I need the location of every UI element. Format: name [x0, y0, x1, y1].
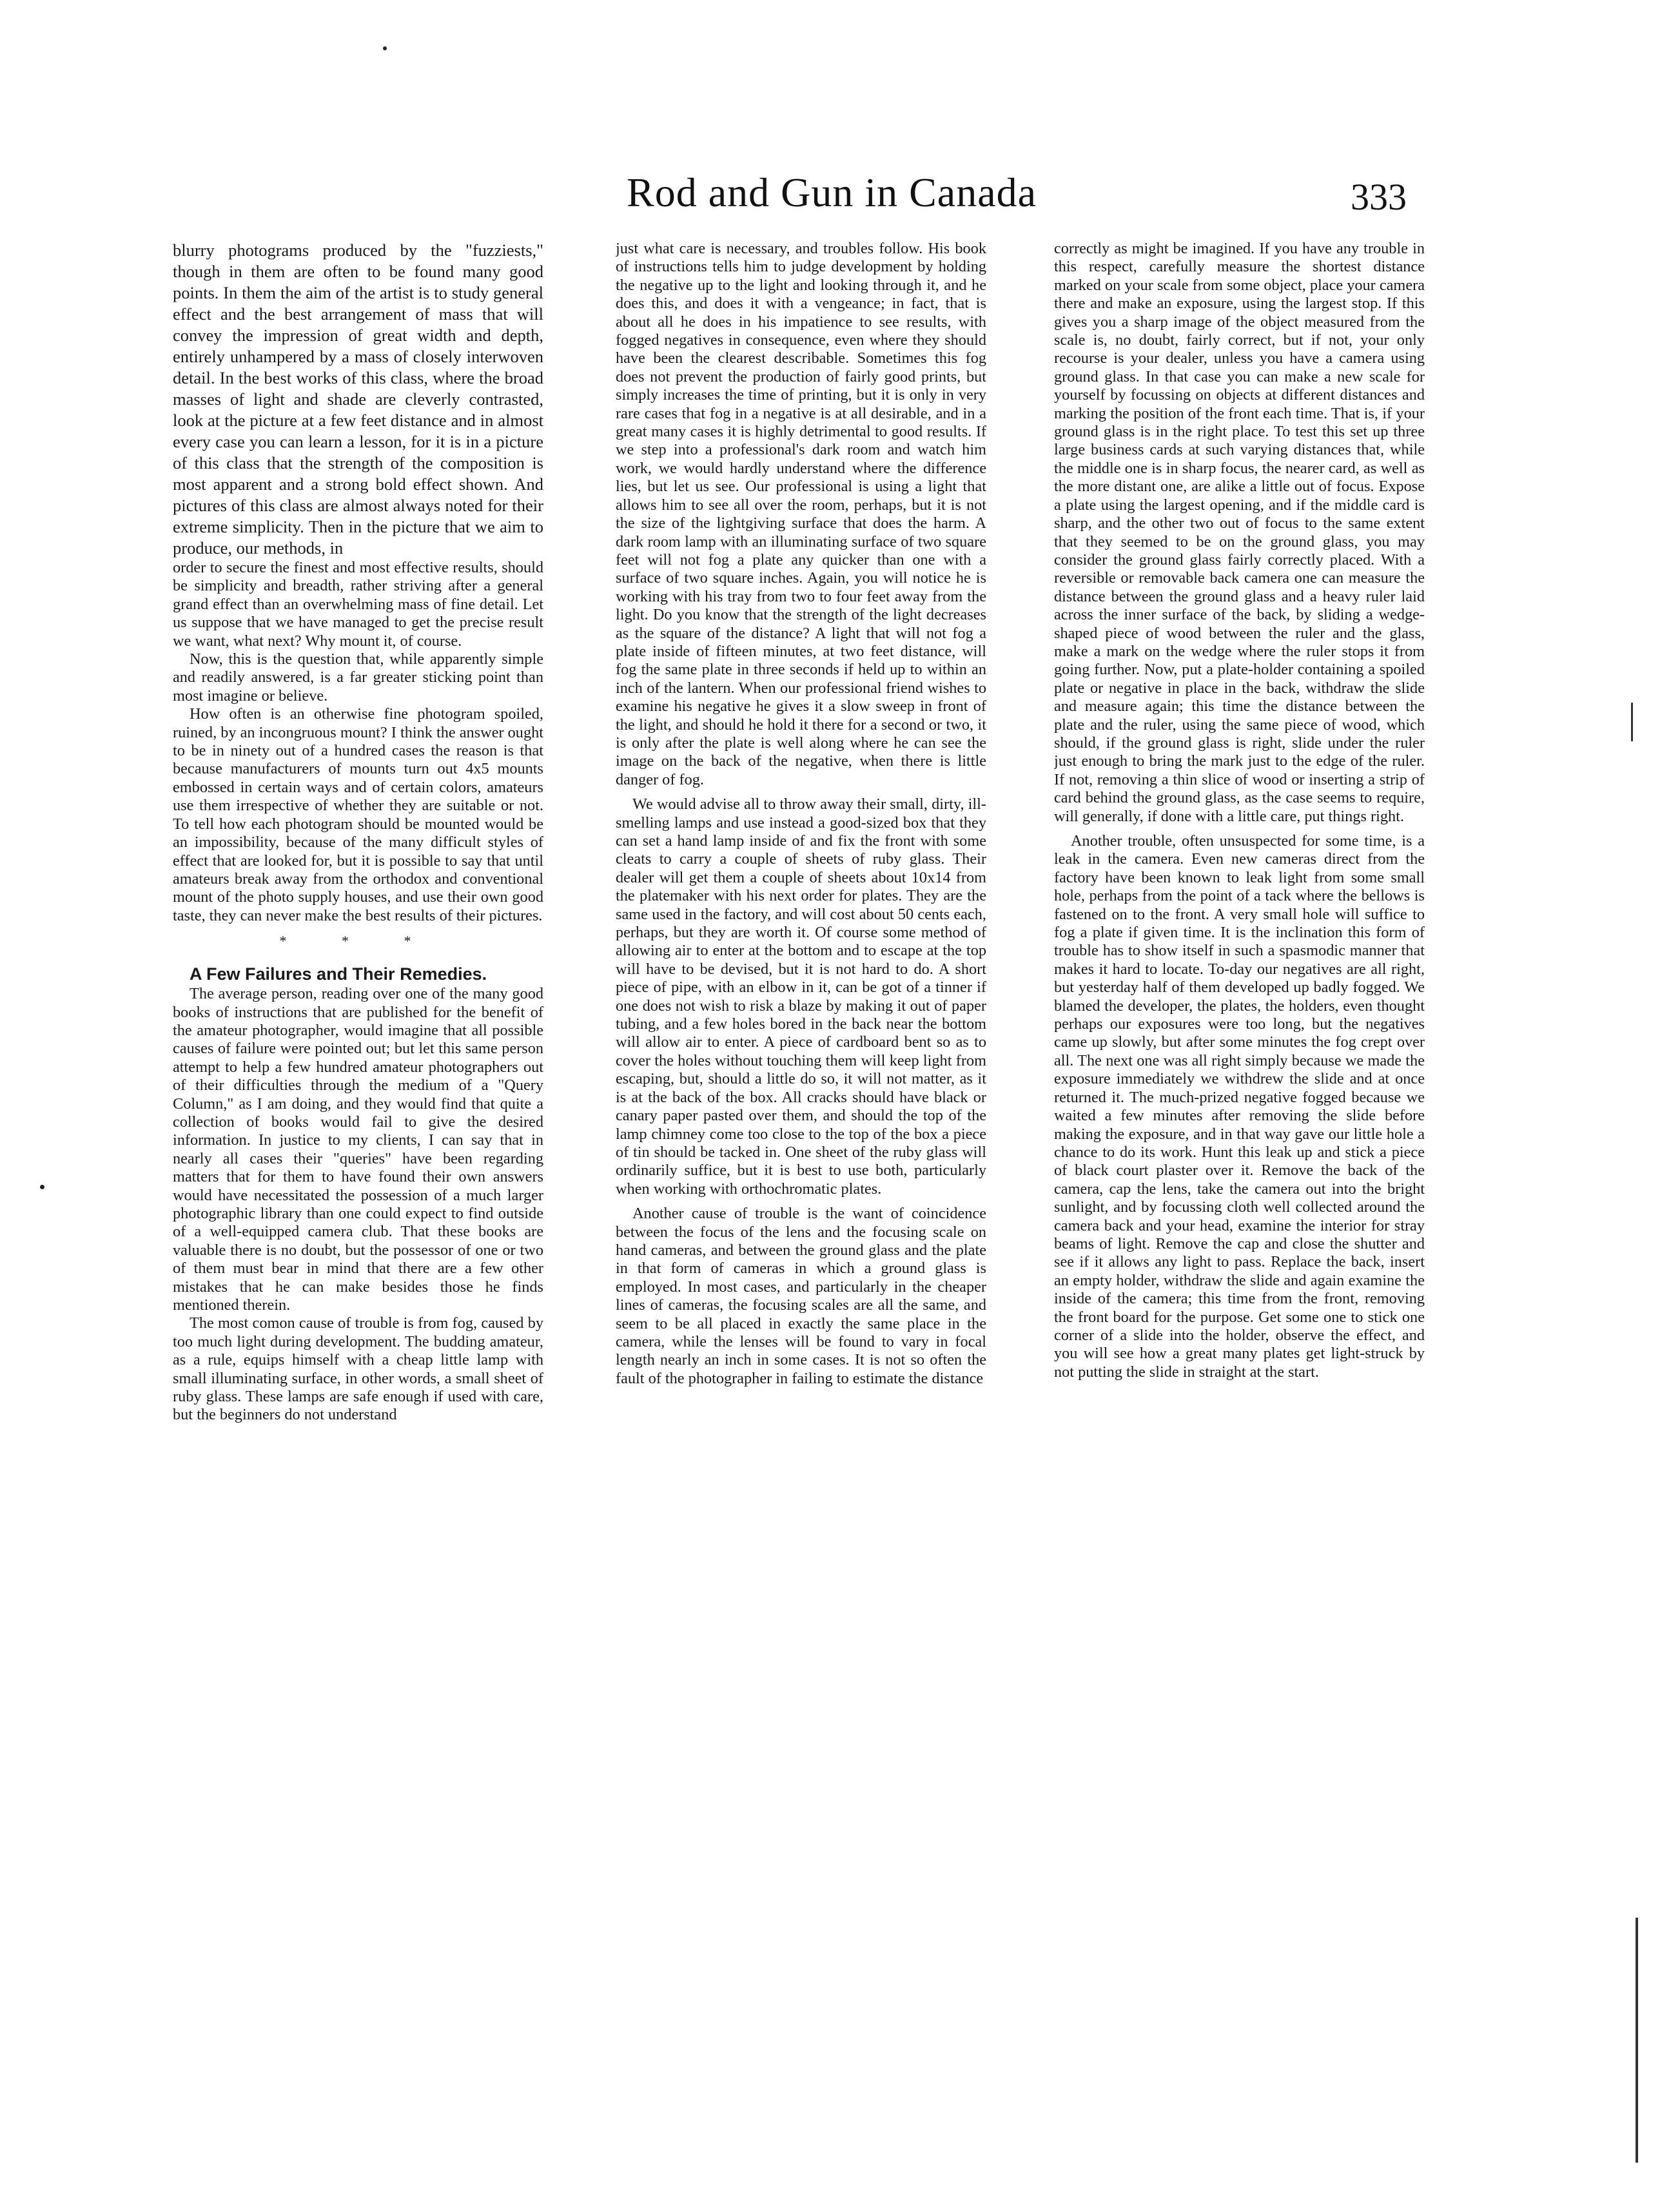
scan-edge-mark — [1636, 1918, 1638, 2163]
section-heading: A Few Failures and Their Remedies. — [190, 964, 487, 984]
paragraph: Another trouble, often unsuspected for some time, is a leak in the camera. Even new cameras direct from the factory have been known to leak light from some small hole, perhaps from the point of a tack where the bellows is fastened on to the front. A very small hole will suffice to fog a plate if given time. It is the inclination this form of trouble has to show itself in such a spasmodic manner that makes it hard to locate. To-day our negatives are all right, but yesterday half of them developed up badly fogged. We blamed the developer, the plates, the holders, even thought perhaps our exposures were too long, but the negatives came up slowly, but after some minutes the fog crept over all. The next one was all right simply because we made the exposure immediately we withdrew the slide and at once returned it. The much-prized negative fogged because we waited a few minutes after removing the slide before making the exposure, and in that way gave our little hole a chance to do its work. Hunt this leak up and stick a piece of black court plaster over it. Remove the back of the camera, cap the lens, take the camera out into the bright sunlight, and by focussing cloth well collected around the camera back and your head, examine the interior for stray beams of light. Remove the cap and close the shutter and see if it allows any light to pass. Replace the back, insert an empty holder, withdraw the slide and again examine the inside of the camera; this time from the front, removing the front board for the purpose. Get some one to stick one corner of a slide into the holder, observe the effect, and you will see how a great many plates get light-struck by not putting the slide in straight at the start. — [1054, 832, 1425, 1381]
paragraph: blurry photograms produced by the "fuzziests," though in them are often to be found many good points. In them the aim of the artist is to study general effect and the best arrangement of mass that will convey the impression of great width and depth, entirely unhampered by a mass of closely interwoven detail. In the best works of this class, where the broad masses of light and shade are cleverly contrasted, look at the picture at a few feet distance and in almost every case you can learn a lesson, for it is in a picture of this class that the strength of the composition is most apparent and a strong bold effect shown. And pictures of this class are almost always noted for their extreme simplicity. Then in the picture that we aim to produce, our methods, in — [173, 240, 543, 558]
section-divider: * * * — [279, 933, 437, 949]
paragraph: order to secure the finest and most effective results, should be simplicity and breadth, rather striving after a general grand effect than an overwhelming mass of fine detail. Let us suppose that we have managed to get the precise result we want, what next? Why mount it, of course. — [173, 559, 543, 650]
paragraph: Another cause of trouble is the want of coincidence between the focus of the lens and the focusing scale on hand cameras, and between the ground glass and the plate in that form of cameras in which a ground glass is employed. In most cases, and particularly in the cheaper lines of cameras, the focusing scales are all the same, and seem to be all placed in exactly the same place in the camera, while the lenses will be found to vary in focal length nearly an inch in some cases. It is not so often the fault of the photographer in failing to estimate the distance — [616, 1205, 986, 1387]
paragraph: just what care is necessary, and troubles follow. His book of instructions tells him to judge development by holding the negative up to the light and looking through it, and he does this, and does it with a vengeance; in fact, that is about all he does in his impatience to see results, with fogged negatives in consequence, even where they should have been the clearest describable. Sometimes this fog does not prevent the production of fairly good prints, but simply increases the time of printing, but it is only in very rare cases that fog in a negative is at all desirable, and in a great many cases it is highly detrimental to good results. If we step into a professional's dark room and watch him work, we would hardly understand where the difference lies, but let us see. Our professional is using a light that allows him to see all over the room, perhaps, but it is not the size of the lightgiving surface that does the harm. A dark room lamp with an illuminating surface of two square feet will not fog a plate any quicker than one with a surface of two square inches. Again, you will notice he is working with his tray from two to four feet away from the light. Do you know that the strength of the light decreases as the square of the distance? A light that will not fog a plate inside of fifteen minutes, at two feet distance, will fog the same plate in three seconds if held up to within an inch of the lantern. When our professional friend wishes to examine his negative he gives it a slow sweep in front of the light, and should he hold it there for a second or two, it is only after the plate is well along where he can see the image on the back of the negative, when there is little danger of fog. — [616, 240, 986, 788]
page-number: 333 — [1351, 176, 1407, 218]
paragraph: The average person, reading over one of the many good books of instructions that are published for the benefit of the amateur photographer, would imagine that all possible causes of failure were pointed out; but let this same person attempt to help a few hundred amateur photographers out of their difficulties through the medium of a "Query Column," as I am doing, and they would find that quite a collection of books would fail to give the desired information. In justice to my clients, I can say that in nearly all cases their "queries" have been regarding matters that for them to have found their own answers would have necessitated the possession of a much larger photographic library than one could expect to find outside of a well-equipped camera club. That these books are valuable there is no doubt, but the possessor of one or two of them must bear in mind that there are a few other mistakes that he can make besides those he finds mentioned therein. — [173, 985, 543, 1314]
text-column-1 — [173, 240, 543, 1974]
paragraph: How often is an otherwise fine photogram spoiled, ruined, by an incongruous mount? I think the answer ought to be in ninety out of a hundred cases the reason is that because manufacturers of mounts turn out 4x5 mounts embossed in certain ways and of certain colors, amateurs use them irrespective of whether they are suitable or not. To tell how each photogram should be mounted would be an impossibility, because of the many difficult styles of effect that are looked for, but it is possible to say that until amateurs break away from the orthodox and conventional mount of the photo supply houses, and use their own good taste, they can never make the best results of their pictures. — [173, 705, 543, 924]
paragraph: correctly as might be imagined. If you have any trouble in this respect, carefully measure the shortest distance marked on your scale from some object, place your camera there and make an exposure, using the largest stop. If this gives you a sharp image of the object measured from the scale is, no doubt, fairly correct, but if not, your only recourse is your dealer, unless you have a camera using ground glass. In that case you can make a new scale for yourself by focussing on objects at different distances and marking the position of the front each time. That is, if your ground glass is in the right place. To test this set up three large business cards at such varying distances that, while the middle one is in sharp focus, the nearer card, as well as the more distant one, are alike a little out of focus. Expose a plate using the largest opening, and if the middle card is sharp, and the other two out of focus to the same extent that they seemed to be on the ground glass, you may consider the ground glass fairly correctly placed. With a reversible or removable back camera one can measure the distance between the ground glass and a heavy ruler laid across the inner surface of the back, by sliding a wedge-shaped piece of wood between the ruler and the glass, make a mark on the wedge where the ruler stops it from going further. Now, put a plate-holder containing a spoiled plate or negative in place in the back, withdraw the slide and measure again; this time the distance between the plate and the ruler, using the same piece of wood, which should, if the ground glass is right, slide under the ruler just enough to bring the mark just to the edge of the ruler. If not, removing a thin slice of wood or inserting a strip of card behind the ground glass, as the case seems to require, will generally, if done with a little care, put things right. — [1054, 240, 1425, 825]
scan-edge-mark — [1631, 703, 1633, 741]
paragraph: The most comon cause of trouble is from fog, caused by too much light during development. The budding amateur, as a rule, equips himself with a cheap little lamp with small illuminating surface, in other words, a small sheet of ruby glass. These lamps are safe enough if used with care, but the beginners do not understand — [173, 1314, 543, 1424]
ink-speck — [383, 46, 387, 50]
running-title: Rod and Gun in Canada — [627, 170, 1037, 215]
text-column-2 — [616, 240, 986, 1974]
text-column-3 — [1054, 240, 1425, 1974]
ink-speck — [40, 1185, 44, 1189]
paragraph: We would advise all to throw away their small, dirty, ill-smelling lamps and use instead a good-sized box that they can set a hand lamp inside of and fix the front with some cleats to carry a couple of sheets of ruby glass. Their dealer will get them a couple of sheets about 10x14 from the platemaker with his next order for plates. They are the same used in the factory, and will cost about 50 cents each, perhaps, but they are worth it. Of course some method of allowing air to enter at the bottom and to escape at the top will have to be devised, but it is not hard to do. A short piece of pipe, with an elbow in it, can be got of a tinner if one does not wish to risk a blaze by making it out of paper tubing, and a few holes bored in the back near the bottom will allow air to enter. A piece of cardboard bent so as to cover the holes without touching them will keep light from escaping, but, should a little do so, it will not matter, as it is at the back of the box. All cracks should have black or canary paper pasted over them, and should the top of the lamp chimney come too close to the top of the box a piece of tin should be tacked in. One sheet of the ruby glass will ordinarily suffice, but it is best to use both, particularly when working with orthochromatic plates. — [616, 795, 986, 1198]
paragraph: Now, this is the question that, while apparently simple and readily answered, is a far greater sticking point than most imagine or believe. — [173, 650, 543, 705]
